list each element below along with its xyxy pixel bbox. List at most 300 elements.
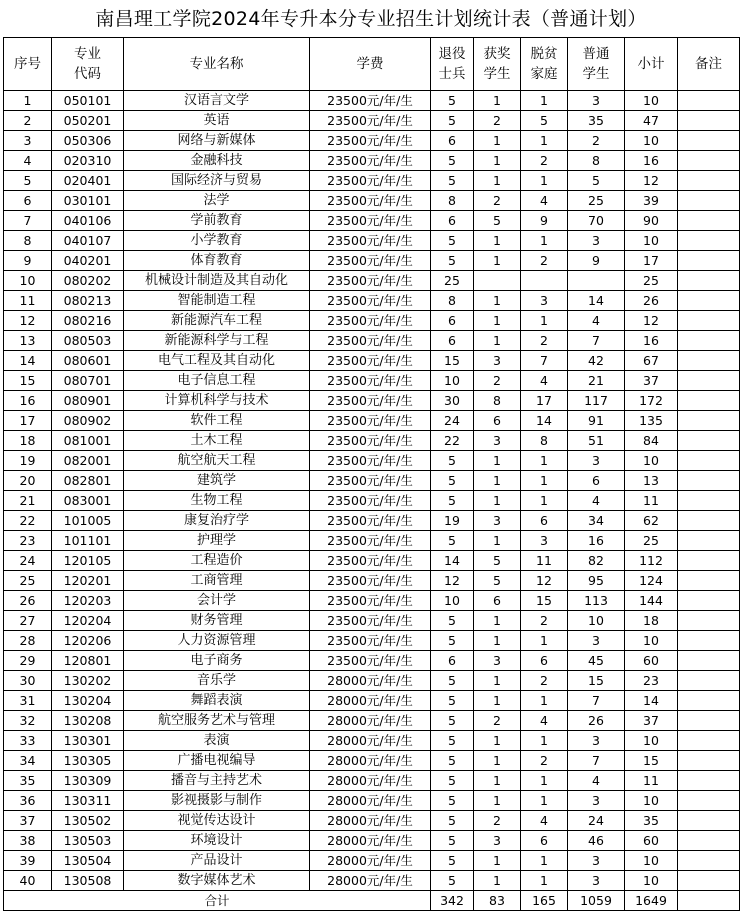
cell-seq: 17: [4, 411, 52, 431]
cell-poverty: 1: [521, 231, 568, 251]
cell-fee: 23500元/年/生: [310, 391, 431, 411]
cell-award: 2: [474, 111, 521, 131]
cell-veteran: 8: [431, 291, 474, 311]
cell-regular: 113: [568, 591, 625, 611]
cell-fee: 28000元/年/生: [310, 871, 431, 891]
cell-remark: [678, 831, 740, 851]
cell-award: 5: [474, 571, 521, 591]
cell-veteran: 5: [431, 151, 474, 171]
cell-seq: 20: [4, 471, 52, 491]
cell-code: 081001: [52, 431, 124, 451]
cell-code: 020401: [52, 171, 124, 191]
cell-code: 080503: [52, 331, 124, 351]
cell-veteran: 5: [431, 471, 474, 491]
cell-award: 1: [474, 231, 521, 251]
cell-remark: [678, 531, 740, 551]
cell-name: 英语: [124, 111, 310, 131]
table-row: [4, 871, 740, 891]
cell-remark: [678, 331, 740, 351]
cell-poverty: 6: [521, 831, 568, 851]
cell-seq: 24: [4, 551, 52, 571]
table-row: [4, 211, 740, 231]
cell-veteran: 10: [431, 371, 474, 391]
cell-regular: 91: [568, 411, 625, 431]
cell-seq: 23: [4, 531, 52, 551]
cell-veteran: 25: [431, 271, 474, 291]
cell-regular: 9: [568, 251, 625, 271]
enrollment-plan-table: [3, 37, 740, 911]
cell-subtotal: 37: [625, 711, 678, 731]
cell-subtotal: 10: [625, 131, 678, 151]
cell-subtotal: 17: [625, 251, 678, 271]
cell-code: 030101: [52, 191, 124, 211]
cell-fee: 23500元/年/生: [310, 571, 431, 591]
cell-veteran: 5: [431, 851, 474, 871]
cell-regular: 82: [568, 551, 625, 571]
cell-award: 1: [474, 751, 521, 771]
cell-code: 120801: [52, 651, 124, 671]
cell-poverty: 3: [521, 531, 568, 551]
cell-regular: 6: [568, 471, 625, 491]
cell-award: [474, 271, 521, 291]
cell-seq: 2: [4, 111, 52, 131]
cell-award: 2: [474, 711, 521, 731]
cell-seq: 6: [4, 191, 52, 211]
cell-regular: 25: [568, 191, 625, 211]
cell-fee: 28000元/年/生: [310, 751, 431, 771]
cell-poverty: 6: [521, 511, 568, 531]
cell-poverty: 1: [521, 631, 568, 651]
cell-code: 101005: [52, 511, 124, 531]
cell-subtotal: 90: [625, 211, 678, 231]
cell-fee: 28000元/年/生: [310, 731, 431, 751]
cell-seq: 14: [4, 351, 52, 371]
cell-award: 1: [474, 291, 521, 311]
cell-veteran: 6: [431, 331, 474, 351]
cell-poverty: 11: [521, 551, 568, 571]
cell-name: 数字媒体艺术: [124, 871, 310, 891]
cell-seq: 1: [4, 91, 52, 111]
cell-regular: 3: [568, 851, 625, 871]
cell-name: 航空服务艺术与管理: [124, 711, 310, 731]
cell-name: 工商管理: [124, 571, 310, 591]
cell-remark: [678, 611, 740, 631]
cell-subtotal: 11: [625, 491, 678, 511]
cell-veteran: 10: [431, 591, 474, 611]
cell-remark: [678, 791, 740, 811]
cell-poverty: 1: [521, 131, 568, 151]
cell-name: 产品设计: [124, 851, 310, 871]
cell-name: 新能源科学与工程: [124, 331, 310, 351]
cell-code: 130202: [52, 671, 124, 691]
cell-award: 6: [474, 411, 521, 431]
cell-regular: 117: [568, 391, 625, 411]
cell-award: 1: [474, 671, 521, 691]
cell-regular: 4: [568, 771, 625, 791]
cell-poverty: 4: [521, 711, 568, 731]
cell-poverty: 1: [521, 791, 568, 811]
cell-name: 金融科技: [124, 151, 310, 171]
table-row: [4, 311, 740, 331]
cell-fee: 28000元/年/生: [310, 711, 431, 731]
header-regular: 普通 学生: [568, 38, 625, 91]
cell-regular: 2: [568, 131, 625, 151]
cell-seq: 31: [4, 691, 52, 711]
cell-code: 080216: [52, 311, 124, 331]
cell-seq: 39: [4, 851, 52, 871]
cell-poverty: 1: [521, 171, 568, 191]
table-row: [4, 771, 740, 791]
cell-remark: [678, 251, 740, 271]
cell-award: 1: [474, 851, 521, 871]
cell-subtotal: 25: [625, 271, 678, 291]
cell-seq: 36: [4, 791, 52, 811]
cell-award: 1: [474, 771, 521, 791]
cell-regular: 26: [568, 711, 625, 731]
cell-code: 130311: [52, 791, 124, 811]
cell-seq: 37: [4, 811, 52, 831]
header-veteran: 退役 士兵: [431, 38, 474, 91]
cell-poverty: 6: [521, 651, 568, 671]
cell-award: 3: [474, 831, 521, 851]
cell-name: 舞蹈表演: [124, 691, 310, 711]
cell-name: 生物工程: [124, 491, 310, 511]
cell-fee: 23500元/年/生: [310, 251, 431, 271]
cell-award: 2: [474, 191, 521, 211]
cell-remark: [678, 451, 740, 471]
cell-name: 工程造价: [124, 551, 310, 571]
table-row: [4, 451, 740, 471]
cell-remark: [678, 411, 740, 431]
cell-fee: 23500元/年/生: [310, 471, 431, 491]
table-row: [4, 831, 740, 851]
cell-regular: 42: [568, 351, 625, 371]
cell-award: 1: [474, 331, 521, 351]
cell-subtotal: 62: [625, 511, 678, 531]
cell-subtotal: 23: [625, 671, 678, 691]
cell-name: 环境设计: [124, 831, 310, 851]
cell-poverty: 1: [521, 691, 568, 711]
cell-regular: 3: [568, 231, 625, 251]
cell-remark: [678, 871, 740, 891]
cell-remark: [678, 431, 740, 451]
cell-fee: 28000元/年/生: [310, 811, 431, 831]
cell-seq: 30: [4, 671, 52, 691]
cell-poverty: 8: [521, 431, 568, 451]
cell-name: 小学教育: [124, 231, 310, 251]
cell-seq: 7: [4, 211, 52, 231]
cell-subtotal: 112: [625, 551, 678, 571]
table-row: [4, 391, 740, 411]
cell-subtotal: 67: [625, 351, 678, 371]
cell-seq: 32: [4, 711, 52, 731]
cell-name: 财务管理: [124, 611, 310, 631]
cell-fee: 23500元/年/生: [310, 131, 431, 151]
cell-remark: [678, 571, 740, 591]
cell-veteran: 5: [431, 251, 474, 271]
cell-regular: 4: [568, 491, 625, 511]
table-row: [4, 191, 740, 211]
cell-award: 3: [474, 431, 521, 451]
cell-remark: [678, 771, 740, 791]
cell-subtotal: 10: [625, 91, 678, 111]
table-row: [4, 251, 740, 271]
table-row: [4, 111, 740, 131]
cell-veteran: 5: [431, 531, 474, 551]
cell-award: 8: [474, 391, 521, 411]
cell-name: 网络与新媒体: [124, 131, 310, 151]
cell-fee: 23500元/年/生: [310, 91, 431, 111]
cell-remark: [678, 851, 740, 871]
cell-award: 2: [474, 371, 521, 391]
cell-remark: [678, 231, 740, 251]
cell-award: 1: [474, 611, 521, 631]
cell-code: 130503: [52, 831, 124, 851]
cell-award: 1: [474, 871, 521, 891]
cell-veteran: 24: [431, 411, 474, 431]
cell-award: 1: [474, 451, 521, 471]
table-row: [4, 171, 740, 191]
cell-award: 1: [474, 471, 521, 491]
cell-code: 083001: [52, 491, 124, 511]
cell-poverty: 2: [521, 751, 568, 771]
cell-award: 1: [474, 631, 521, 651]
cell-poverty: 12: [521, 571, 568, 591]
cell-veteran: 5: [431, 771, 474, 791]
cell-seq: 4: [4, 151, 52, 171]
cell-remark: [678, 191, 740, 211]
cell-subtotal: 10: [625, 631, 678, 651]
cell-remark: [678, 351, 740, 371]
cell-name: 体育教育: [124, 251, 310, 271]
table-row: [4, 811, 740, 831]
table-row: [4, 671, 740, 691]
cell-veteran: 5: [431, 671, 474, 691]
cell-regular: 3: [568, 871, 625, 891]
cell-fee: 28000元/年/生: [310, 771, 431, 791]
cell-remark: [678, 711, 740, 731]
header-name: 专业名称: [124, 38, 310, 91]
cell-subtotal: 10: [625, 731, 678, 751]
cell-seq: 11: [4, 291, 52, 311]
cell-subtotal: 144: [625, 591, 678, 611]
cell-code: 120206: [52, 631, 124, 651]
cell-poverty: 1: [521, 771, 568, 791]
cell-seq: 9: [4, 251, 52, 271]
cell-subtotal: 10: [625, 871, 678, 891]
cell-regular: 3: [568, 91, 625, 111]
cell-veteran: 6: [431, 311, 474, 331]
cell-fee: 23500元/年/生: [310, 271, 431, 291]
cell-regular: 10: [568, 611, 625, 631]
cell-poverty: 1: [521, 851, 568, 871]
cell-remark: [678, 511, 740, 531]
cell-veteran: 5: [431, 171, 474, 191]
cell-name: 广播电视编导: [124, 751, 310, 771]
cell-remark: [678, 131, 740, 151]
cell-name: 法学: [124, 191, 310, 211]
cell-veteran: 5: [431, 751, 474, 771]
cell-fee: 28000元/年/生: [310, 691, 431, 711]
cell-fee: 23500元/年/生: [310, 591, 431, 611]
cell-fee: 23500元/年/生: [310, 211, 431, 231]
cell-subtotal: 15: [625, 751, 678, 771]
cell-veteran: 5: [431, 631, 474, 651]
cell-poverty: 4: [521, 811, 568, 831]
cell-name: 会计学: [124, 591, 310, 611]
cell-remark: [678, 471, 740, 491]
total-veteran: 342: [431, 891, 474, 911]
cell-name: 学前教育: [124, 211, 310, 231]
total-label: 合计: [4, 891, 431, 911]
cell-seq: 5: [4, 171, 52, 191]
cell-regular: 95: [568, 571, 625, 591]
cell-veteran: 5: [431, 871, 474, 891]
cell-fee: 23500元/年/生: [310, 351, 431, 371]
cell-regular: [568, 271, 625, 291]
table-row: [4, 591, 740, 611]
cell-fee: 23500元/年/生: [310, 631, 431, 651]
cell-seq: 10: [4, 271, 52, 291]
cell-remark: [678, 751, 740, 771]
cell-poverty: 2: [521, 611, 568, 631]
cell-seq: 16: [4, 391, 52, 411]
cell-fee: 23500元/年/生: [310, 491, 431, 511]
cell-poverty: 4: [521, 371, 568, 391]
page-title: 南昌理工学院2024年专升本分专业招生计划统计表（普通计划）: [95, 8, 647, 30]
total-poverty: 165: [521, 891, 568, 911]
cell-remark: [678, 551, 740, 571]
cell-subtotal: 10: [625, 231, 678, 251]
cell-award: 1: [474, 531, 521, 551]
cell-name: 人力资源管理: [124, 631, 310, 651]
cell-code: 130502: [52, 811, 124, 831]
cell-subtotal: 47: [625, 111, 678, 131]
cell-name: 建筑学: [124, 471, 310, 491]
cell-fee: 23500元/年/生: [310, 551, 431, 571]
cell-remark: [678, 731, 740, 751]
cell-fee: 23500元/年/生: [310, 231, 431, 251]
cell-award: 1: [474, 171, 521, 191]
cell-name: 汉语言文学: [124, 91, 310, 111]
cell-veteran: 14: [431, 551, 474, 571]
cell-code: 080902: [52, 411, 124, 431]
cell-subtotal: 60: [625, 831, 678, 851]
cell-subtotal: 26: [625, 291, 678, 311]
cell-poverty: 5: [521, 111, 568, 131]
cell-name: 国际经济与贸易: [124, 171, 310, 191]
cell-regular: 3: [568, 451, 625, 471]
cell-fee: 28000元/年/生: [310, 791, 431, 811]
cell-regular: 34: [568, 511, 625, 531]
cell-name: 电气工程及其自动化: [124, 351, 310, 371]
cell-veteran: 5: [431, 111, 474, 131]
table-body: [4, 91, 740, 891]
cell-fee: 23500元/年/生: [310, 651, 431, 671]
cell-veteran: 6: [431, 651, 474, 671]
cell-subtotal: 16: [625, 331, 678, 351]
cell-seq: 8: [4, 231, 52, 251]
cell-remark: [678, 651, 740, 671]
table-row: [4, 371, 740, 391]
cell-seq: 12: [4, 311, 52, 331]
table-row: [4, 571, 740, 591]
cell-remark: [678, 371, 740, 391]
cell-remark: [678, 811, 740, 831]
cell-award: 1: [474, 731, 521, 751]
cell-veteran: 6: [431, 131, 474, 151]
table-row: [4, 91, 740, 111]
cell-fee: 23500元/年/生: [310, 171, 431, 191]
cell-poverty: 1: [521, 471, 568, 491]
cell-name: 软件工程: [124, 411, 310, 431]
cell-name: 播音与主持艺术: [124, 771, 310, 791]
cell-name: 视觉传达设计: [124, 811, 310, 831]
cell-code: 120204: [52, 611, 124, 631]
cell-subtotal: 16: [625, 151, 678, 171]
cell-code: 080901: [52, 391, 124, 411]
cell-regular: 5: [568, 171, 625, 191]
cell-name: 新能源汽车工程: [124, 311, 310, 331]
cell-award: 1: [474, 691, 521, 711]
cell-name: 土木工程: [124, 431, 310, 451]
cell-subtotal: 25: [625, 531, 678, 551]
cell-seq: 22: [4, 511, 52, 531]
table-row: [4, 551, 740, 571]
cell-remark: [678, 291, 740, 311]
cell-regular: 45: [568, 651, 625, 671]
cell-subtotal: 12: [625, 171, 678, 191]
cell-code: 130309: [52, 771, 124, 791]
header-poverty: 脱贫 家庭: [521, 38, 568, 91]
cell-poverty: 1: [521, 871, 568, 891]
cell-award: 1: [474, 91, 521, 111]
cell-poverty: 9: [521, 211, 568, 231]
header-award: 获奖 学生: [474, 38, 521, 91]
cell-seq: 15: [4, 371, 52, 391]
cell-code: 130301: [52, 731, 124, 751]
cell-fee: 28000元/年/生: [310, 671, 431, 691]
cell-poverty: 1: [521, 731, 568, 751]
table-row: [4, 231, 740, 251]
cell-poverty: 4: [521, 191, 568, 211]
table-row: [4, 331, 740, 351]
cell-code: 130305: [52, 751, 124, 771]
cell-code: 080213: [52, 291, 124, 311]
cell-award: 1: [474, 791, 521, 811]
cell-regular: 24: [568, 811, 625, 831]
cell-remark: [678, 111, 740, 131]
cell-regular: 3: [568, 791, 625, 811]
total-subtotal: 1649: [625, 891, 678, 911]
cell-fee: 23500元/年/生: [310, 191, 431, 211]
cell-fee: 23500元/年/生: [310, 151, 431, 171]
cell-subtotal: 84: [625, 431, 678, 451]
cell-remark: [678, 211, 740, 231]
cell-regular: 51: [568, 431, 625, 451]
cell-name: 影视摄影与制作: [124, 791, 310, 811]
cell-regular: 21: [568, 371, 625, 391]
cell-regular: 15: [568, 671, 625, 691]
cell-award: 3: [474, 651, 521, 671]
total-row: [4, 891, 740, 911]
table-row: [4, 691, 740, 711]
cell-veteran: 5: [431, 811, 474, 831]
table-row: [4, 751, 740, 771]
cell-regular: 3: [568, 631, 625, 651]
cell-remark: [678, 151, 740, 171]
table-row: [4, 471, 740, 491]
